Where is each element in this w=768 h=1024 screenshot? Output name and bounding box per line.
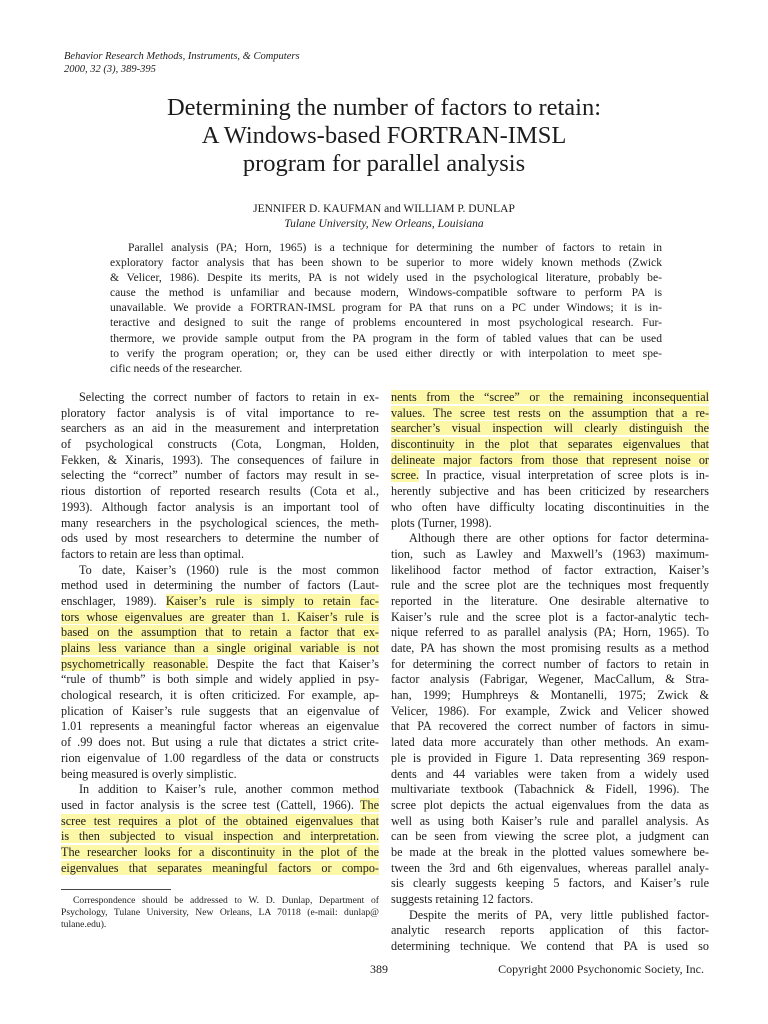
line-text: ple is provided in Figure 1. Data representing 369 respon- xyxy=(391,750,709,765)
abstract-line: & Velicer, 1986). Despite its merits, PA is not widely used in the psychological literature, probably be- xyxy=(110,271,662,285)
abstract-line: Parallel analysis (PA; Horn, 1965) is a technique for determining the number of factors to retain in xyxy=(128,241,662,254)
text-line xyxy=(61,578,379,594)
line-text: of psychological constructs (Cota, Longman, Holden, xyxy=(61,437,379,452)
line-text: herently subjective and has been criticized by researchers xyxy=(391,484,709,499)
paper-title xyxy=(84,94,684,178)
line-text: can be seen from viewing the scree plot, a judgment can xyxy=(391,829,709,844)
text-line xyxy=(61,610,379,626)
line-text: ods used by most researchers to determine the number of xyxy=(61,531,379,546)
affiliation: Tulane University, New Orleans, Louisiana xyxy=(284,218,484,230)
journal-name: Behavior Research Methods, Instruments, & Computers xyxy=(64,51,300,62)
text-line xyxy=(61,782,379,798)
text-line xyxy=(61,625,379,641)
text-line xyxy=(61,406,379,422)
text-line xyxy=(61,767,379,783)
line-text: likelihood factor method of factor extraction, Kaiser’s xyxy=(391,562,709,577)
text-line xyxy=(391,814,709,830)
footnote-rule xyxy=(61,889,171,890)
line-text: being measured is overly simplistic. xyxy=(61,766,237,781)
highlighted-text: tors whose eigenvalues are greater than 1. Kaiser’s rule is xyxy=(61,609,379,624)
abstract-line: teractive and designed to suit the range of problems encountered in most psychological research. Fur- xyxy=(110,316,662,330)
highlighted-text: based on the assumption that to retain a factor that ex- xyxy=(61,625,379,640)
copyright-notice: Copyright 2000 Psychonomic Society, Inc. xyxy=(498,962,704,976)
line-text: scree plot depicts the actual eigenvalues from the data as xyxy=(391,797,709,812)
line-text: rious distortion of reported research results (Cota et al., xyxy=(61,484,379,499)
abstract-line: unavailable. We provide a FORTRAN-IMSL program for PA that runs on a PC under Windows; it is in- xyxy=(110,301,662,315)
line-text: sis clearly suggests keeping 5 factors, and Kaiser’s rule xyxy=(391,876,709,891)
text-line xyxy=(61,516,379,532)
highlighted-text: scree test requires a plot of the obtained eigenvalues that xyxy=(61,813,379,828)
text-line xyxy=(391,421,709,437)
text-line xyxy=(391,672,709,688)
highlighted-text: values. The scree test rests on the assumption that a re- xyxy=(391,405,709,420)
line-text: searchers as an aid in the measurement and interpretation xyxy=(61,421,379,436)
abstract-line: cific needs of the researcher. xyxy=(110,361,243,375)
footnote-line: Correspondence should be addressed to W. D. Dunlap, Department of xyxy=(73,895,379,906)
text-line xyxy=(61,845,379,861)
text-line xyxy=(391,892,709,908)
highlighted-text: delineate major factors from those that represent noise or xyxy=(391,452,709,467)
abstract-line: exploratory factor analysis that has been shown to be superior to more widely known methods (Zwick xyxy=(110,256,662,270)
text-line xyxy=(61,437,379,453)
text-line xyxy=(61,547,379,563)
text-line xyxy=(391,390,709,406)
line-text: dents and 44 variables were taken from a widely used xyxy=(391,766,709,781)
text-line xyxy=(391,688,709,704)
highlighted-text: The researcher looks for a discontinuity in the plot of the xyxy=(61,844,379,859)
text-line xyxy=(391,923,709,939)
highlighted-text: The xyxy=(360,797,379,812)
text-line xyxy=(391,939,709,955)
line-text: date, PA has shown the most promising results as a method xyxy=(391,641,709,655)
line-text: for determining the correct number of factors to retain in xyxy=(391,656,709,671)
text-line xyxy=(61,829,379,845)
line-text: Despite the merits of PA, very little published factor- xyxy=(409,907,709,922)
line-text: Selecting the correct number of factors to retain in ex- xyxy=(79,390,379,404)
text-line xyxy=(391,657,709,673)
line-text: 1993). Although factor analysis is an important tool of xyxy=(61,499,379,514)
text-line xyxy=(61,688,379,704)
line-text: tween the 3rd and 6th eigenvalues, whereas parallel analy- xyxy=(391,860,709,875)
line-text: selecting the “correct” number of factors may result in se- xyxy=(61,468,379,483)
text-line xyxy=(391,578,709,594)
text-line xyxy=(391,908,709,924)
text-line xyxy=(391,751,709,767)
title-line: Determining the number of factors to retain: xyxy=(166,94,602,121)
text-line xyxy=(391,861,709,877)
line-text: chological research, it is often criticized. For example, ap- xyxy=(61,688,379,703)
text-line xyxy=(391,782,709,798)
text-line xyxy=(391,735,709,751)
text-line xyxy=(61,657,379,673)
highlighted-text: scree. xyxy=(391,468,420,483)
line-text: multivariate textbook (Tabachnick & Fidell, 1996). The xyxy=(391,782,709,797)
highlighted-text: psychometrically reasonable. xyxy=(61,656,209,671)
title-line: program for parallel analysis xyxy=(242,150,526,177)
text-line xyxy=(61,594,379,610)
journal-volume: 2000, 32 (3), 389-395 xyxy=(64,64,156,75)
line-text: nique referred to as parallel analysis (PA; Horn, 1965). To xyxy=(391,625,709,640)
line-text: reported in the literature. One desirable alternative to xyxy=(391,593,709,608)
footnote-line: Psychology, Tulane University, New Orleans, LA 70118 (e-mail: dunlap@ xyxy=(61,907,379,919)
footnote xyxy=(61,895,379,932)
line-text: many researchers in the psychological sciences, the meth- xyxy=(61,515,379,530)
text-line xyxy=(391,437,709,453)
text-line xyxy=(391,876,709,892)
text-line xyxy=(61,468,379,484)
text-line xyxy=(61,704,379,720)
page-number: 389 xyxy=(370,962,388,976)
line-text: be made at the break in the plotted values somewhere be- xyxy=(391,844,709,859)
text-line xyxy=(61,814,379,830)
line-text: well as using both Kaiser’s rule and parallel analysis. As xyxy=(391,813,709,828)
text-line xyxy=(61,719,379,735)
text-line xyxy=(61,500,379,516)
text-line xyxy=(61,751,379,767)
text-line xyxy=(61,390,379,406)
text-line xyxy=(391,845,709,861)
highlighted-text: nents from the “scree” or the remaining inconsequential xyxy=(391,390,709,404)
text-line xyxy=(391,531,709,547)
highlighted-text: plains less variance than a single original variable is not xyxy=(61,641,379,655)
line-text: tion, such as Lawley and Maxwell’s (1963) maximum- xyxy=(391,546,709,561)
text-line xyxy=(391,468,709,484)
text-line xyxy=(61,861,379,877)
footnote-line: tulane.edu). xyxy=(61,919,107,931)
text-line xyxy=(391,798,709,814)
line-text: who often have difficulty locating discontinuities in the xyxy=(391,499,709,514)
text-line xyxy=(61,531,379,547)
text-line xyxy=(391,719,709,735)
line-text: rion eigenvalue of 1.00 regardless of the data or constructs xyxy=(61,750,379,765)
text-line xyxy=(61,484,379,500)
line-text: of .99 does not. But using a rule that dictates a strict crite- xyxy=(61,735,379,750)
text-line xyxy=(391,610,709,626)
text-line xyxy=(391,704,709,720)
line-text: In practice, visual interpretation of scree plots is in- xyxy=(419,468,709,483)
line-text: method used in determining the number of factors (Laut- xyxy=(61,578,379,593)
title-line: A Windows-based FORTRAN-IMSL xyxy=(201,122,567,149)
line-text: Velicer, 1986). For example, Zwick and Velicer showed xyxy=(391,703,709,718)
text-line xyxy=(391,484,709,500)
line-text: plots (Turner, 1998). xyxy=(391,515,492,530)
body-column-left xyxy=(61,390,379,876)
line-text: lated data more accurately than other methods. An exam- xyxy=(391,735,709,750)
line-text: factor analysis (Fabrigar, Wegener, MacCallum, & Stra- xyxy=(391,672,709,687)
text-line xyxy=(61,563,379,579)
line-text: analytic research reports application of this factor- xyxy=(391,923,709,938)
text-line xyxy=(61,421,379,437)
line-text: that PA recovered the correct number of factors in simu- xyxy=(391,719,709,734)
line-text: “rule of thumb” is both simple and widely applied in psy- xyxy=(61,672,379,687)
abstract-line: thermore, we provide sample output from the PA program in the form of tabled values that can be used xyxy=(110,331,662,345)
author-names: JENNIFER D. KAUFMAN and WILLIAM P. DUNLAP xyxy=(253,203,515,215)
line-text: Fekken, & Xinaris, 1993). The consequences of failure in xyxy=(61,452,379,467)
text-line xyxy=(391,563,709,579)
text-line xyxy=(391,625,709,641)
line-text: plication of Kaiser’s rule suggests that an eigenvalue of xyxy=(61,703,379,718)
text-line xyxy=(61,672,379,688)
text-line xyxy=(391,641,709,657)
line-text: determining technique. We contend that PA is used so xyxy=(391,939,709,954)
line-text: han, 1999; Humphreys & Montanelli, 1975; Zwick & xyxy=(391,688,709,703)
text-line xyxy=(391,516,709,532)
text-line xyxy=(61,735,379,751)
text-line xyxy=(61,453,379,469)
text-line xyxy=(61,798,379,814)
text-line xyxy=(61,641,379,657)
author-block xyxy=(84,202,684,232)
highlighted-text: discontinuity in the plot that separates eigenvalues that xyxy=(391,437,709,452)
text-line xyxy=(391,547,709,563)
text-line xyxy=(391,594,709,610)
line-text: 1.01 represents a meaningful factor whereas an eigenvalue xyxy=(61,719,379,734)
highlighted-text: searcher’s visual inspection will clearly distinguish the xyxy=(391,421,709,436)
line-text: suggests retaining 12 factors. xyxy=(391,892,534,906)
abstract xyxy=(110,240,662,376)
line-text: rule and the scree plot are the techniques most frequently xyxy=(391,578,709,593)
line-text: enschlager, 1989). xyxy=(61,593,166,608)
line-text: used in factor analysis is the scree test (Cattell, 1966). xyxy=(61,797,361,812)
highlighted-text: is then subjected to visual inspection and interpretation. xyxy=(61,829,379,844)
abstract-line: to verify the program operation; or, they can be used either directly or with interpolation to meet spe- xyxy=(110,346,662,360)
line-text: In addition to Kaiser’s rule, another common method xyxy=(79,782,379,797)
line-text: Kaiser’s rule and the scree plot is a factor-analytic tech- xyxy=(391,609,709,624)
line-text: Despite the fact that Kaiser’s xyxy=(208,656,380,671)
journal-header xyxy=(64,50,300,76)
text-line xyxy=(391,406,709,422)
text-line xyxy=(391,829,709,845)
abstract-line: cause the method is unfamiliar and because modern, Windows-compatible software to perform PA is xyxy=(110,286,662,300)
text-line xyxy=(391,453,709,469)
line-text: factors to retain are less than optimal. xyxy=(61,546,245,561)
highlighted-text: Kaiser’s rule is simply to retain fac- xyxy=(165,593,379,608)
line-text: Although there are other options for factor determina- xyxy=(409,531,709,546)
text-line xyxy=(391,767,709,783)
highlighted-text: eigenvalues that separates meaningful factors or compo- xyxy=(61,860,379,875)
line-text: ploratory factor analysis is of vital importance to re- xyxy=(61,405,379,420)
body-column-right xyxy=(391,390,709,955)
line-text: To date, Kaiser’s (1960) rule is the most common xyxy=(79,562,379,577)
text-line xyxy=(391,500,709,516)
